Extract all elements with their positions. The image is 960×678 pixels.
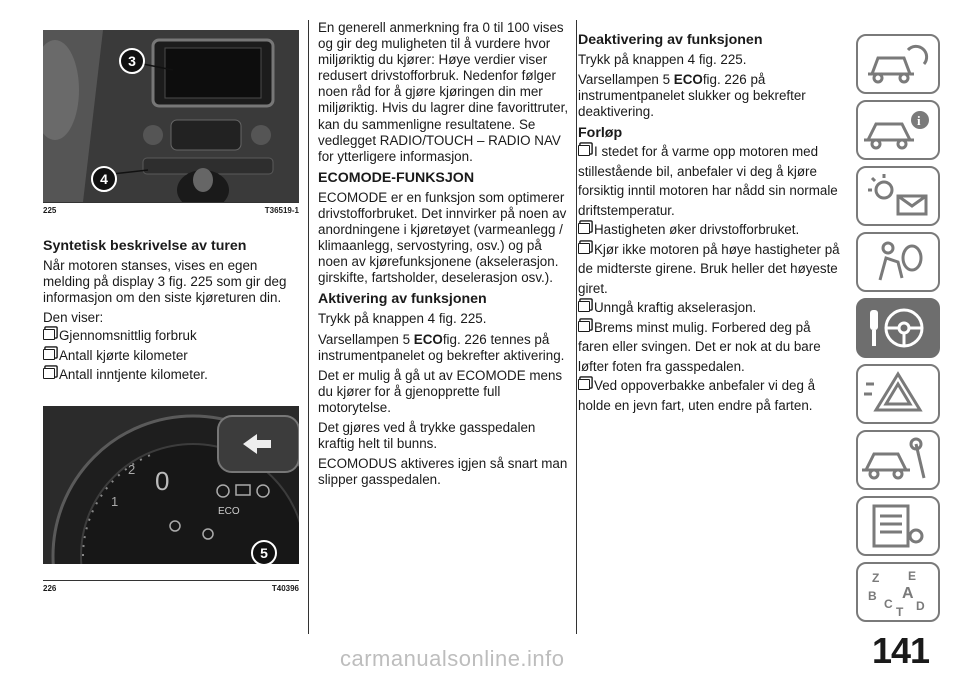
bullet-box-icon	[43, 329, 55, 340]
section-heading: Forløp	[578, 125, 623, 142]
car-dashboard-icon	[858, 36, 938, 92]
bullet-box-icon	[43, 349, 55, 360]
chapter-tab-index[interactable]	[856, 562, 940, 622]
watermark: carmanualsonline.info	[340, 646, 565, 671]
paragraph: ECOMODE er en funksjon som optimerer drivstofforbruket. Det innvirker på noen av anordningene i kjøretøyet (varmeanlegg / klimaanlegg, servostyring, osv.) og på noen av kjørefunksjonene (akselerasjon. girskifte, fartsholder, deselerasjon osv.).	[318, 189, 567, 286]
index-letter: A	[902, 585, 914, 602]
alphabetical-index-icon	[858, 564, 938, 620]
column-1	[43, 238, 299, 385]
list-item: Antall kjørte kilometer	[43, 346, 299, 366]
paragraph: Den viser:	[43, 310, 104, 326]
paragraph: Det er mulig å gå ut av ECOMODE mens du kjører for å gjenopprette full motorytelse.	[318, 367, 563, 415]
page-number: 141	[872, 630, 930, 671]
chapter-tab-starting-driving[interactable]	[856, 298, 940, 358]
svg-text:1: 1	[111, 494, 119, 509]
warning-lights-mail-icon	[858, 168, 938, 224]
index-letter: D	[916, 599, 925, 613]
figure-225-dashboard	[43, 30, 299, 202]
index-letter: T	[896, 605, 904, 619]
paragraph: Når motoren stanses, vises en egen melding på display 3 fig. 225 som gir deg informasjon om den siste kjøreturen din.	[43, 258, 287, 306]
figure-number: 225	[43, 206, 57, 215]
eco-label: ECO	[673, 72, 703, 88]
emergency-warning-icon	[858, 366, 938, 422]
svg-text:2: 2	[128, 462, 136, 477]
callout-4: 4	[91, 166, 117, 192]
figure-225-caption	[43, 202, 299, 217]
list-item: Kjør ikke motoren på høye hastigheter på de midterste girene. Bruk heller det høyeste giret.	[578, 241, 840, 296]
index-letter: Z	[872, 571, 880, 585]
paragraph: Varsellampen 5 ECOfig. 226 på instrumentpanelet slukker og bekrefter deaktivering.	[578, 72, 806, 120]
list-item: Unngå kraftig akselerasjon.	[578, 298, 840, 318]
column-divider	[576, 20, 577, 634]
chapter-tab-dashboard[interactable]	[856, 34, 940, 94]
list-item: I stedet for å varme opp motoren med stillestående bil, anbefaler vi deg å kjøre forsiktig inntil motoren har nådd sin normale driftstemperatur.	[578, 144, 838, 218]
figure-number: 226	[43, 584, 57, 593]
paragraph: ECOMODUS aktiveres igjen så snart man slipper gasspedalen.	[318, 456, 568, 488]
key-steering-wheel-icon	[858, 300, 938, 356]
bullet-box-icon	[578, 145, 590, 156]
index-letter: E	[908, 569, 917, 583]
list-item: Gjennomsnittlig forbruk	[43, 326, 299, 346]
chapter-tab-technical-data[interactable]	[856, 496, 940, 556]
section-heading: Aktivering av funksjonen	[318, 291, 487, 308]
paragraph: Det gjøres ved å trykke gasspedalen kraftig helt til bunns.	[318, 419, 536, 452]
bullet-box-icon	[578, 379, 590, 390]
paragraph: Varsellampen 5 ECOfig. 226 tennes på instrumentpanelet og bekrefter aktivering.	[318, 331, 565, 363]
bullet-box-icon	[578, 223, 590, 234]
dashboard-illustration	[43, 30, 299, 202]
column-3	[578, 32, 840, 415]
column-2	[318, 20, 570, 492]
section-heading: Deaktivering av funksjonen	[578, 32, 763, 48]
technical-data-list-icon	[858, 498, 938, 554]
callout-3: 3	[119, 48, 145, 74]
column-divider	[308, 20, 309, 634]
airbag-seat-icon	[858, 234, 938, 290]
list-item: Brems minst mulig. Forbered deg på faren eller svingen. Det er nok at du bare løfter foten fra gasspedalen.	[578, 319, 821, 374]
figure-code: T40396	[271, 584, 299, 593]
callout-5: 5	[251, 540, 277, 564]
figure-code: T36519-1	[264, 206, 299, 215]
index-letter: C	[884, 597, 893, 611]
list-item: Hastigheten øker drivstofforbruket.	[578, 220, 840, 240]
car-service-icon	[858, 432, 938, 488]
car-info-icon	[858, 102, 938, 158]
eco-label: ECO	[413, 331, 443, 347]
bullet-box-icon	[578, 243, 590, 254]
chapter-tab-warning-lights[interactable]	[856, 166, 940, 226]
list-item: Ved oppoverbakke anbefaler vi deg å holde en jevn fart, uten endre på farten.	[578, 378, 816, 413]
figure-226-caption	[43, 580, 299, 595]
paragraph: Trykk på knappen 4 fig. 225.	[318, 311, 487, 327]
paragraph: Trykk på knappen 4 fig. 225.	[578, 52, 747, 67]
section-heading: ECOMODE-FUNKSJON	[318, 169, 475, 186]
chapter-tab-maintenance[interactable]	[856, 430, 940, 490]
svg-text:0: 0	[155, 466, 170, 496]
bullet-box-icon	[43, 368, 55, 379]
chapter-tab-emergency[interactable]	[856, 364, 940, 424]
section-heading: Syntetisk beskrivelse av turen	[43, 238, 247, 254]
figure-226-instrument-cluster	[43, 406, 299, 564]
index-letter: B	[868, 589, 877, 603]
bullet-box-icon	[578, 321, 590, 332]
paragraph: En generell anmerkning fra 0 til 100 vises og gir deg muligheten til å vurdere hvor miljøriktig du kjører: Høye verdier viser redusert drivstofforbruk. Nedenfor følger noen råd for å gjøre kjøringen din mer miljøriktig. Hvis du lagrer dine favorittruter, kan du sammenligne resultatene. Se vedlegget RADIO/TOUCH – RADIO NAV for ytterligere informasjon.	[318, 20, 569, 164]
chapter-tab-knowing-vehicle[interactable]	[856, 100, 940, 160]
bullet-box-icon	[578, 301, 590, 312]
chapter-tab-safety[interactable]	[856, 232, 940, 292]
svg-text:i: i	[917, 113, 921, 128]
list-item: Antall inntjente kilometer.	[43, 365, 299, 385]
eco-warning-light: ECO	[218, 506, 240, 517]
